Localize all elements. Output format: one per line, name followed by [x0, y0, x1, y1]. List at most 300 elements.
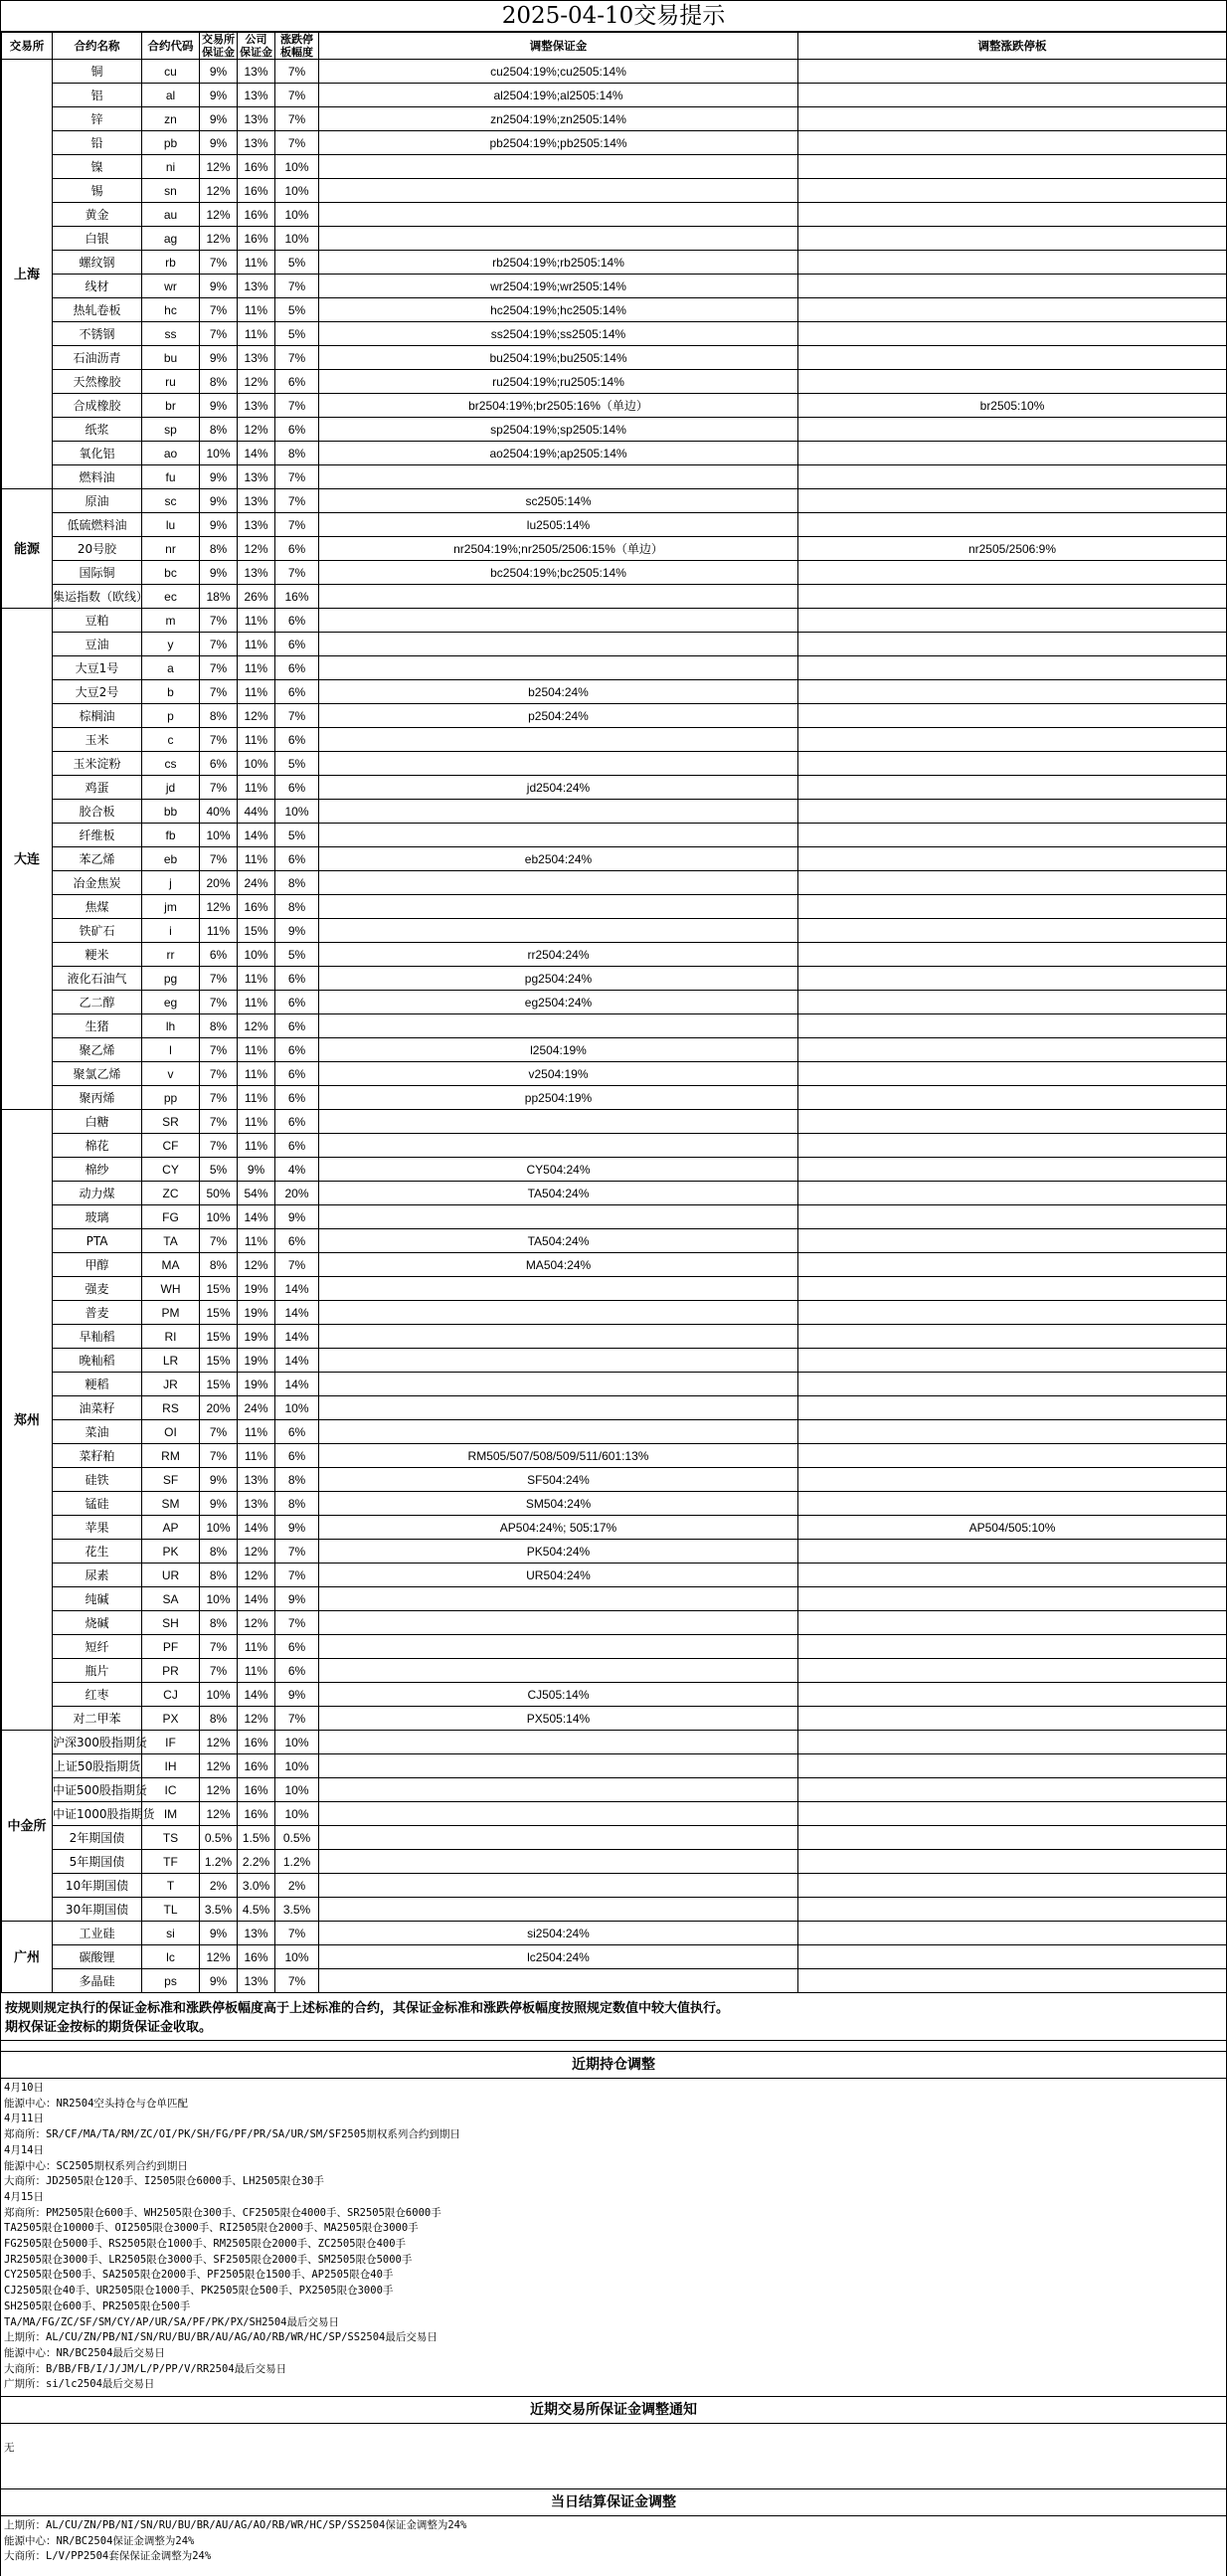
exchange-margin-cell: 7% — [200, 1420, 238, 1444]
adjust-margin-cell: rr2504:24% — [319, 943, 798, 967]
exchange_notice-line: 无 — [4, 2442, 15, 2454]
contract-name-cell: 胶合板 — [53, 800, 142, 824]
contract-code-cell: sp — [142, 418, 200, 442]
table-row — [2, 1349, 1227, 1373]
adjust-limit-cell — [798, 489, 1227, 513]
contract-name-cell: 多晶硅 — [53, 1969, 142, 1993]
company-margin-cell: 2.2% — [238, 1850, 275, 1874]
limit-range-cell: 10% — [275, 1778, 319, 1802]
table-row — [2, 394, 1227, 418]
table-row — [2, 370, 1227, 394]
company-margin-cell: 13% — [238, 346, 275, 370]
limit-range-cell: 9% — [275, 1205, 319, 1229]
contract-code-cell: TA — [142, 1229, 200, 1253]
contract-name-cell: 聚氯乙烯 — [53, 1062, 142, 1086]
adjust-limit-cell — [798, 1778, 1227, 1802]
limit-range-cell: 14% — [275, 1325, 319, 1349]
adjust-limit-cell — [798, 1802, 1227, 1826]
exchange-margin-cell: 8% — [200, 1253, 238, 1277]
table-row — [2, 1253, 1227, 1277]
adjust-limit-cell — [798, 1301, 1227, 1325]
company-margin-cell: 13% — [238, 275, 275, 298]
company-margin-cell: 16% — [238, 1778, 275, 1802]
company-margin-cell: 11% — [238, 776, 275, 800]
contract-name-cell: 中证1000股指期货 — [53, 1802, 142, 1826]
limit-range-cell: 7% — [275, 465, 319, 489]
adjust-limit-cell — [798, 1110, 1227, 1134]
limit-range-cell: 7% — [275, 346, 319, 370]
position-line: 4月14日 — [4, 2143, 44, 2156]
company-margin-cell: 9% — [238, 1158, 275, 1182]
contract-code-cell: wr — [142, 275, 200, 298]
contract-code-cell: ec — [142, 585, 200, 609]
adjust-limit-cell: nr2505/2506:9% — [798, 537, 1227, 561]
limit-range-cell: 10% — [275, 227, 319, 251]
header-contract-code: 合约代码 — [142, 33, 200, 60]
table-row — [2, 585, 1227, 609]
limit-range-cell: 7% — [275, 107, 319, 131]
adjust-limit-cell — [798, 776, 1227, 800]
exchange-margin-cell: 9% — [200, 60, 238, 84]
adjust-margin-cell — [319, 1826, 798, 1850]
company-margin-cell: 13% — [238, 1969, 275, 1993]
table-row — [2, 1683, 1227, 1707]
contract-name-cell: 铜 — [53, 60, 142, 84]
table-row — [2, 680, 1227, 704]
adjust-margin-cell: ru2504:19%;ru2505:14% — [319, 370, 798, 394]
exchange-margin-cell: 7% — [200, 633, 238, 656]
contract-name-cell: 豆粕 — [53, 609, 142, 633]
contract-name-cell: 线材 — [53, 275, 142, 298]
company-margin-cell: 13% — [238, 561, 275, 585]
exchange-cell: 能源 — [2, 489, 53, 609]
adjust-margin-cell — [319, 1874, 798, 1898]
company-margin-cell: 24% — [238, 1396, 275, 1420]
exchange-margin-cell: 9% — [200, 84, 238, 107]
adjust-margin-cell: eb2504:24% — [319, 847, 798, 871]
limit-range-cell: 6% — [275, 1659, 319, 1683]
adjust-limit-cell — [798, 1659, 1227, 1683]
exchange-margin-cell: 8% — [200, 1611, 238, 1635]
adjust-margin-cell — [319, 1611, 798, 1635]
adjust-margin-cell: cu2504:19%;cu2505:14% — [319, 60, 798, 84]
contract-code-cell: IF — [142, 1731, 200, 1754]
adjust-limit-cell — [798, 251, 1227, 275]
exchange-margin-cell: 9% — [200, 1468, 238, 1492]
adjust-margin-cell — [319, 1778, 798, 1802]
exchange-margin-cell: 8% — [200, 1540, 238, 1564]
company-margin-cell: 11% — [238, 1062, 275, 1086]
limit-range-cell: 6% — [275, 1229, 319, 1253]
adjust-margin-cell: TA504:24% — [319, 1229, 798, 1253]
adjust-limit-cell — [798, 847, 1227, 871]
exchange-margin-cell: 8% — [200, 1564, 238, 1587]
adjust-limit-cell — [798, 298, 1227, 322]
company-margin-cell: 11% — [238, 633, 275, 656]
header-adjust-limit: 调整涨跌停板 — [798, 33, 1227, 60]
limit-range-cell: 3.5% — [275, 1898, 319, 1922]
contract-name-cell: 玉米 — [53, 728, 142, 752]
contract-name-cell: 2年期国债 — [53, 1826, 142, 1850]
adjust-limit-cell — [798, 728, 1227, 752]
contract-name-cell: 瓶片 — [53, 1659, 142, 1683]
contract-code-cell: JR — [142, 1373, 200, 1396]
adjust-limit-cell — [798, 322, 1227, 346]
table-row — [2, 1635, 1227, 1659]
limit-range-cell: 6% — [275, 1110, 319, 1134]
limit-range-cell: 9% — [275, 1587, 319, 1611]
contract-code-cell: rb — [142, 251, 200, 275]
limit-range-cell: 7% — [275, 84, 319, 107]
table-row — [2, 275, 1227, 298]
exchange-margin-cell: 8% — [200, 418, 238, 442]
company-margin-cell: 13% — [238, 1492, 275, 1516]
position-line: 广期所：si/lc2504最后交易日 — [4, 2378, 155, 2391]
contract-name-cell: 晚籼稻 — [53, 1349, 142, 1373]
exchange-margin-cell: 7% — [200, 1444, 238, 1468]
adjust-limit-cell — [798, 752, 1227, 776]
table-row — [2, 1754, 1227, 1778]
limit-range-cell: 7% — [275, 60, 319, 84]
settlement-adjust-body — [1, 2516, 1226, 2568]
company-margin-cell: 12% — [238, 1707, 275, 1731]
adjust-margin-cell — [319, 919, 798, 943]
exchange-margin-cell: 18% — [200, 585, 238, 609]
header-exchange-margin-text: 交易所 保证金 — [202, 33, 235, 59]
adjust-margin-cell — [319, 155, 798, 179]
adjust-margin-cell — [319, 1349, 798, 1373]
adjust-margin-cell — [319, 1754, 798, 1778]
exchange-margin-cell: 7% — [200, 1229, 238, 1253]
exchange-cell: 郑州 — [2, 1110, 53, 1731]
contract-name-cell: 螺纹钢 — [53, 251, 142, 275]
limit-range-cell: 7% — [275, 131, 319, 155]
adjust-limit-cell — [798, 943, 1227, 967]
contract-code-cell: SM — [142, 1492, 200, 1516]
position-adjust-title: 近期持仓调整 — [1, 2052, 1226, 2079]
contract-name-cell: 大豆2号 — [53, 680, 142, 704]
company-margin-cell: 14% — [238, 1205, 275, 1229]
company-margin-cell: 13% — [238, 107, 275, 131]
table-row — [2, 465, 1227, 489]
contract-name-cell: 工业硅 — [53, 1922, 142, 1945]
adjust-margin-cell: si2504:24% — [319, 1922, 798, 1945]
limit-range-cell: 8% — [275, 1468, 319, 1492]
exchange-margin-cell: 12% — [200, 1754, 238, 1778]
adjust-margin-cell: SF504:24% — [319, 1468, 798, 1492]
contract-code-cell: FG — [142, 1205, 200, 1229]
adjust-limit-cell — [798, 1540, 1227, 1564]
table-row — [2, 1110, 1227, 1134]
contract-name-cell: 铁矿石 — [53, 919, 142, 943]
contract-code-cell: l — [142, 1038, 200, 1062]
contract-code-cell: lh — [142, 1014, 200, 1038]
adjust-margin-cell: PX505:14% — [319, 1707, 798, 1731]
contract-code-cell: ru — [142, 370, 200, 394]
company-margin-cell: 14% — [238, 1683, 275, 1707]
adjust-limit-cell — [798, 1898, 1227, 1922]
exchange-margin-cell: 9% — [200, 346, 238, 370]
adjust-limit-cell — [798, 967, 1227, 991]
adjust-limit-cell: br2505:10% — [798, 394, 1227, 418]
limit-range-cell: 6% — [275, 1014, 319, 1038]
exchange-margin-cell: 12% — [200, 1945, 238, 1969]
table-row — [2, 1014, 1227, 1038]
exchange-margin-cell: 7% — [200, 1635, 238, 1659]
contract-name-cell: 集运指数（欧线） — [53, 585, 142, 609]
exchange-margin-cell: 9% — [200, 465, 238, 489]
contract-code-cell: PM — [142, 1301, 200, 1325]
adjust-margin-cell: TA504:24% — [319, 1182, 798, 1205]
table-header-row — [2, 33, 1227, 60]
contract-name-cell: 碳酸锂 — [53, 1945, 142, 1969]
exchange-margin-cell: 7% — [200, 1086, 238, 1110]
adjust-limit-cell — [798, 1564, 1227, 1587]
adjust-limit-cell — [798, 346, 1227, 370]
limit-range-cell: 5% — [275, 251, 319, 275]
adjust-limit-cell — [798, 991, 1227, 1014]
adjust-limit-cell — [798, 561, 1227, 585]
company-margin-cell: 26% — [238, 585, 275, 609]
contract-code-cell: jd — [142, 776, 200, 800]
contract-code-cell: nr — [142, 537, 200, 561]
contract-code-cell: PR — [142, 1659, 200, 1683]
adjust-limit-cell — [798, 203, 1227, 227]
section-spacer — [1, 2041, 1226, 2052]
exchange-margin-cell: 12% — [200, 1802, 238, 1826]
adjust-margin-cell — [319, 656, 798, 680]
adjust-limit-cell — [798, 275, 1227, 298]
exchange-cell: 大连 — [2, 609, 53, 1110]
exchange-margin-cell: 9% — [200, 394, 238, 418]
contract-code-cell: sn — [142, 179, 200, 203]
company-margin-cell: 19% — [238, 1301, 275, 1325]
exchange-margin-cell: 9% — [200, 1969, 238, 1993]
exchange-margin-cell: 10% — [200, 824, 238, 847]
adjust-margin-cell: AP504:24%; 505:17% — [319, 1516, 798, 1540]
adjust-margin-cell: ss2504:19%;ss2505:14% — [319, 322, 798, 346]
company-margin-cell: 44% — [238, 800, 275, 824]
contract-code-cell: UR — [142, 1564, 200, 1587]
limit-range-cell: 8% — [275, 871, 319, 895]
limit-range-cell: 9% — [275, 919, 319, 943]
adjust-limit-cell — [798, 656, 1227, 680]
adjust-margin-cell: CY504:24% — [319, 1158, 798, 1182]
limit-range-cell: 10% — [275, 1754, 319, 1778]
company-margin-cell: 24% — [238, 871, 275, 895]
adjust-margin-cell: wr2504:19%;wr2505:14% — [319, 275, 798, 298]
position-line: 郑商所：SR/CF/MA/TA/RM/ZC/OI/PK/SH/FG/PF/PR/SA/UR/SM/SF2505期权系列合约到期日 — [4, 2128, 460, 2141]
table-row — [2, 1945, 1227, 1969]
contract-code-cell: SH — [142, 1611, 200, 1635]
contract-code-cell: ag — [142, 227, 200, 251]
adjust-limit-cell — [798, 1468, 1227, 1492]
limit-range-cell: 7% — [275, 275, 319, 298]
adjust-margin-cell — [319, 1587, 798, 1611]
table-row — [2, 107, 1227, 131]
adjust-margin-cell — [319, 609, 798, 633]
limit-range-cell: 7% — [275, 1540, 319, 1564]
company-margin-cell: 1.5% — [238, 1826, 275, 1850]
exchange-margin-cell: 9% — [200, 1922, 238, 1945]
adjust-margin-cell: sp2504:19%;sp2505:14% — [319, 418, 798, 442]
limit-range-cell: 10% — [275, 1731, 319, 1754]
table-row — [2, 1707, 1227, 1731]
contract-code-cell: TL — [142, 1898, 200, 1922]
company-margin-cell: 13% — [238, 489, 275, 513]
adjust-limit-cell — [798, 60, 1227, 84]
contract-name-cell: 不锈钢 — [53, 322, 142, 346]
exchange-cell: 广州 — [2, 1922, 53, 1993]
adjust-margin-cell: PK504:24% — [319, 1540, 798, 1564]
adjust-limit-cell — [798, 1205, 1227, 1229]
contract-name-cell: 纯碱 — [53, 1587, 142, 1611]
contract-code-cell: fb — [142, 824, 200, 847]
exchange-notice-body — [1, 2424, 1226, 2489]
contract-code-cell: pg — [142, 967, 200, 991]
adjust-margin-cell — [319, 1325, 798, 1349]
adjust-limit-cell — [798, 1086, 1227, 1110]
contract-code-cell: jm — [142, 895, 200, 919]
limit-range-cell: 6% — [275, 776, 319, 800]
contract-name-cell: 玉米淀粉 — [53, 752, 142, 776]
table-row — [2, 1038, 1227, 1062]
table-row — [2, 1874, 1227, 1898]
table-row — [2, 991, 1227, 1014]
contract-name-cell: 液化石油气 — [53, 967, 142, 991]
adjust-margin-cell: CJ505:14% — [319, 1683, 798, 1707]
adjust-limit-cell — [798, 1229, 1227, 1253]
adjust-limit-cell — [798, 1683, 1227, 1707]
position-line: 4月10日 — [4, 2082, 44, 2094]
limit-range-cell: 8% — [275, 1492, 319, 1516]
exchange-margin-cell: 8% — [200, 370, 238, 394]
contract-name-cell: 锰硅 — [53, 1492, 142, 1516]
adjust-limit-cell — [798, 633, 1227, 656]
table-row — [2, 1611, 1227, 1635]
contract-name-cell: 短纤 — [53, 1635, 142, 1659]
adjust-limit-cell — [798, 1038, 1227, 1062]
contract-code-cell: SF — [142, 1468, 200, 1492]
exchange-margin-cell: 9% — [200, 561, 238, 585]
contract-code-cell: RM — [142, 1444, 200, 1468]
exchange-margin-cell: 9% — [200, 131, 238, 155]
adjust-limit-cell — [798, 465, 1227, 489]
adjust-margin-cell: lu2505:14% — [319, 513, 798, 537]
adjust-limit-cell — [798, 1420, 1227, 1444]
limit-range-cell: 6% — [275, 1420, 319, 1444]
limit-range-cell: 1.2% — [275, 1850, 319, 1874]
exchange-margin-cell: 12% — [200, 227, 238, 251]
adjust-margin-cell: zn2504:19%;zn2505:14% — [319, 107, 798, 131]
rules-note-line-1: 按规则规定执行的保证金标准和涨跌停板幅度高于上述标准的合约，其保证金标准和涨跌停板幅度按照规定数值中较大值执行。 — [5, 2001, 730, 2016]
company-margin-cell: 16% — [238, 203, 275, 227]
limit-range-cell: 9% — [275, 1683, 319, 1707]
contract-name-cell: 菜籽粕 — [53, 1444, 142, 1468]
contract-code-cell: br — [142, 394, 200, 418]
exchange-margin-cell: 7% — [200, 609, 238, 633]
exchange-margin-cell: 8% — [200, 1707, 238, 1731]
header-limit-range-text: 涨跌停 板幅度 — [280, 33, 313, 59]
header-exchange: 交易所 — [2, 33, 53, 60]
exchange-margin-cell: 7% — [200, 1110, 238, 1134]
adjust-margin-cell: pg2504:24% — [319, 967, 798, 991]
exchange-margin-cell: 10% — [200, 1683, 238, 1707]
contract-name-cell: 焦煤 — [53, 895, 142, 919]
contract-name-cell: 沪深300股指期货 — [53, 1731, 142, 1754]
limit-range-cell: 2% — [275, 1874, 319, 1898]
adjust-limit-cell — [798, 1611, 1227, 1635]
company-margin-cell: 12% — [238, 418, 275, 442]
contract-name-cell: 国际铜 — [53, 561, 142, 585]
limit-range-cell: 7% — [275, 1969, 319, 1993]
company-margin-cell: 16% — [238, 155, 275, 179]
contract-code-cell: PX — [142, 1707, 200, 1731]
company-margin-cell: 4.5% — [238, 1898, 275, 1922]
exchange-margin-cell: 7% — [200, 1038, 238, 1062]
exchange-margin-cell: 7% — [200, 991, 238, 1014]
exchange-margin-cell: 20% — [200, 1396, 238, 1420]
adjust-margin-cell: rb2504:19%;rb2505:14% — [319, 251, 798, 275]
table-row — [2, 1492, 1227, 1516]
contract-code-cell: PK — [142, 1540, 200, 1564]
limit-range-cell: 7% — [275, 394, 319, 418]
table-row — [2, 1373, 1227, 1396]
company-margin-cell: 12% — [238, 1540, 275, 1564]
limit-range-cell: 10% — [275, 800, 319, 824]
adjust-limit-cell — [798, 107, 1227, 131]
contract-code-cell: lu — [142, 513, 200, 537]
limit-range-cell: 5% — [275, 752, 319, 776]
contract-name-cell: 白糖 — [53, 1110, 142, 1134]
adjust-margin-cell: al2504:19%;al2505:14% — [319, 84, 798, 107]
limit-range-cell: 5% — [275, 298, 319, 322]
exchange-margin-cell: 11% — [200, 919, 238, 943]
adjust-margin-cell — [319, 1277, 798, 1301]
exchange-margin-cell: 9% — [200, 107, 238, 131]
adjust-margin-cell: MA504:24% — [319, 1253, 798, 1277]
exchange-margin-cell: 6% — [200, 943, 238, 967]
company-margin-cell: 16% — [238, 227, 275, 251]
adjust-limit-cell — [798, 1922, 1227, 1945]
exchange-margin-cell: 15% — [200, 1301, 238, 1325]
table-row — [2, 1396, 1227, 1420]
company-margin-cell: 13% — [238, 1468, 275, 1492]
table-row — [2, 1802, 1227, 1826]
company-margin-cell: 16% — [238, 1731, 275, 1754]
company-margin-cell: 11% — [238, 991, 275, 1014]
limit-range-cell: 6% — [275, 633, 319, 656]
adjust-margin-cell: lc2504:24% — [319, 1945, 798, 1969]
adjust-margin-cell: v2504:19% — [319, 1062, 798, 1086]
limit-range-cell: 5% — [275, 824, 319, 847]
adjust-limit-cell — [798, 370, 1227, 394]
adjust-margin-cell — [319, 203, 798, 227]
adjust-margin-cell — [319, 179, 798, 203]
company-margin-cell: 12% — [238, 1253, 275, 1277]
limit-range-cell: 6% — [275, 680, 319, 704]
adjust-margin-cell: nr2504:19%;nr2505/2506:15%（单边） — [319, 537, 798, 561]
table-row — [2, 561, 1227, 585]
table-row — [2, 179, 1227, 203]
adjust-limit-cell — [798, 131, 1227, 155]
adjust-limit-cell — [798, 227, 1227, 251]
exchange-margin-cell: 15% — [200, 1349, 238, 1373]
exchange-margin-cell: 40% — [200, 800, 238, 824]
contract-code-cell: ps — [142, 1969, 200, 1993]
contract-code-cell: T — [142, 1874, 200, 1898]
table-row — [2, 943, 1227, 967]
